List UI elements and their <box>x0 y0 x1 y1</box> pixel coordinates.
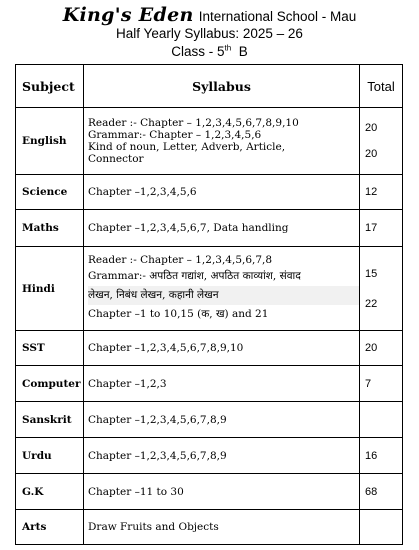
subject-cell: Sanskrit <box>16 402 84 438</box>
total-value: 20 <box>365 148 378 160</box>
subject-cell: SST <box>16 331 84 366</box>
table-row <box>16 474 403 510</box>
syllabus-cell: Chapter –1,2,3,4,5,6 <box>84 175 360 210</box>
total-cell <box>360 247 403 331</box>
syllabus-table <box>15 64 403 545</box>
class-label <box>0 44 419 59</box>
syllabus-title: Half Yearly Syllabus: 2025 – 26 <box>116 26 303 41</box>
total-cell: 68 <box>360 474 403 510</box>
total-cell <box>360 510 403 545</box>
syllabus-line: Reader :- Chapter – 1,2,3,4,5,6,7,8 <box>88 253 273 266</box>
total-cell <box>360 108 403 175</box>
subject-cell: Science <box>16 175 84 210</box>
table-header-row <box>16 65 403 108</box>
table-row <box>16 366 403 402</box>
total-cell: 7 <box>360 366 403 402</box>
school-name-rest: International School - Mau <box>198 9 357 24</box>
table-row <box>16 438 403 474</box>
syllabus-cell: Draw Fruits and Objects <box>84 510 360 545</box>
table-row <box>16 175 403 210</box>
table-row <box>16 210 403 247</box>
syllabus-line: Chapter –1 to 10,15 (क, ख) and 21 <box>88 307 269 320</box>
total-value: 20 <box>365 122 378 134</box>
syllabus-line: Connector <box>88 153 144 165</box>
total-cell: 17 <box>360 210 403 247</box>
total-cell <box>360 402 403 438</box>
table-row <box>16 247 403 331</box>
syllabus-line: Grammar:- Chapter – 1,2,3,4,5,6 <box>88 129 262 141</box>
total-cell: 12 <box>360 175 403 210</box>
subject-cell: English <box>16 108 84 175</box>
syllabus-cell <box>84 108 360 175</box>
syllabus-cell <box>84 247 360 331</box>
syllabus-cell: Chapter –1,2,3,4,5,6,7,8,9,10 <box>84 331 360 366</box>
school-name-script: King's Eden <box>62 4 194 26</box>
syllabus-line: Reader :- Chapter – 1,2,3,4,5,6,7,8,9,10 <box>88 117 299 129</box>
syllabus-cell: Chapter –11 to 30 <box>84 474 360 510</box>
subject-cell: Arts <box>16 510 84 545</box>
subject-cell: Computer <box>16 366 84 402</box>
table-row <box>16 108 403 175</box>
subject-cell: Maths <box>16 210 84 247</box>
header-syllabus: Syllabus <box>84 65 360 108</box>
total-cell: 20 <box>360 331 403 366</box>
syllabus-line: लेखन, निबंध लेखन, कहानी लेखन <box>88 286 359 305</box>
header-total: Total <box>360 65 403 108</box>
school-name <box>0 4 419 26</box>
total-cell: 16 <box>360 438 403 474</box>
class-section: B <box>238 44 248 59</box>
syllabus-line: Grammar:- अपठित गद्यांश, अपठित काव्यांश, संवाद <box>88 269 301 282</box>
subject-cell: G.K <box>16 474 84 510</box>
syllabus-cell: Chapter –1,2,3,4,5,6,7,8,9 <box>84 438 360 474</box>
syllabus-cell: Chapter –1,2,3,4,5,6,7, Data handling <box>84 210 360 247</box>
syllabus-cell: Chapter –1,2,3,4,5,6,7,8,9 <box>84 402 360 438</box>
class-sup: th <box>224 43 232 53</box>
subject-cell: Urdu <box>16 438 84 474</box>
syllabus-line: Kind of noun, Letter, Adverb, Article, <box>88 141 286 153</box>
table-row <box>16 331 403 366</box>
table-row <box>16 510 403 545</box>
total-value: 22 <box>365 297 378 310</box>
syllabus-cell: Chapter –1,2,3 <box>84 366 360 402</box>
class-prefix: Class - 5 <box>171 44 225 59</box>
header-subject: Subject <box>16 65 84 108</box>
total-value: 15 <box>365 267 378 280</box>
subject-cell: Hindi <box>16 247 84 331</box>
table-row <box>16 402 403 438</box>
